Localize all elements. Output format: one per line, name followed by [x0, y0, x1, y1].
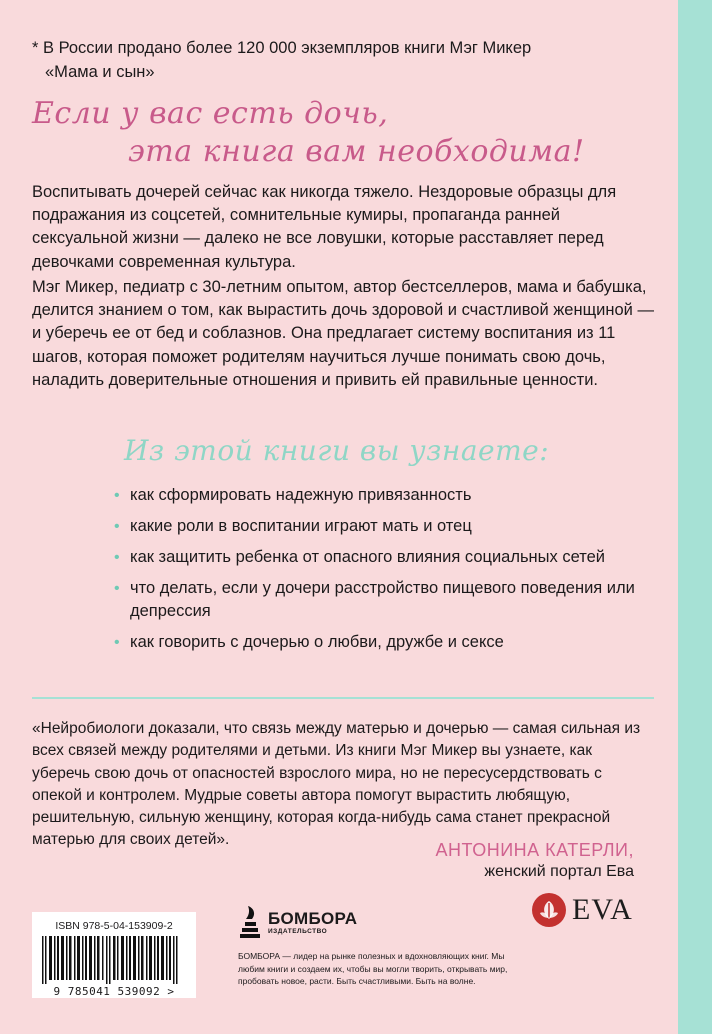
list-item-text: какие роли в воспитании играют мать и отец [130, 517, 472, 535]
list-item [112, 631, 652, 654]
bombora-wave-icon [238, 904, 262, 940]
bullet-dot-icon: • [114, 518, 120, 535]
tagline-line-2: эта книга вам необходима! [128, 134, 585, 169]
barcode-bars [40, 936, 188, 984]
footnote-line-1: * В России продано более 120 000 экземпляров книги Мэг Микер [32, 39, 532, 57]
list-item [112, 577, 652, 623]
bullet-dot-icon: • [114, 634, 120, 651]
footnote-line-2: «Мама и сын» [45, 63, 155, 81]
learn-heading: Из этой книги вы узнаете: [124, 434, 550, 467]
list-item-text: как защитить ребенка от опасного влияния социальных сетей [130, 548, 606, 566]
review-quote: «Нейробиологи доказали, что связь между матерью и дочерью — самая сильная из всех связей между родителями и детьми. Из книги Мэг Микер вы узнаете, как уберечь свою дочь от опасностей взрослого мира, но не пересусердствовать с опекой и контролем. Мудрые советы автора помогут вырастить любящую, решительную, сильную женщину, которая когда-нибудь сама станет прекрасной матерью для своих детей». [32, 720, 641, 849]
list-item [112, 484, 652, 507]
bullet-dot-icon: • [114, 549, 120, 566]
bullet-dot-icon: • [114, 580, 120, 597]
spine-edge [678, 0, 712, 1034]
list-item [112, 546, 652, 569]
list-item [112, 515, 652, 538]
isbn-barcode [32, 912, 196, 998]
eva-logo-text: EVA [572, 893, 633, 926]
barcode-digits: 9 785041 539092 > [53, 985, 175, 998]
publisher-name: БОМБОРА [268, 908, 358, 928]
eva-logo [532, 893, 633, 927]
sales-footnote [32, 36, 652, 84]
quote-author: АНТОНИНА КАТЕРЛИ, [435, 840, 634, 860]
tagline-line-1: Если у вас есть дочь, [32, 96, 389, 131]
section-divider [32, 697, 654, 699]
isbn-number: ISBN 978-5-04-153909-2 [55, 920, 173, 932]
list-item-text: как сформировать надежную привязанность [130, 486, 472, 504]
intro-paragraph-1: Воспитывать дочерей сейчас как никогда тяжело. Нездоровые образцы для подражания из соцсетей, сомнительные кумиры, пропаганда ранней сексуальной жизни — далеко не все ловушки, которые расставляет перед девочками современная культура. [32, 183, 617, 271]
quote-source: женский портал Ева [484, 863, 634, 880]
publisher-description: БОМБОРА — лидер на рынке полезных и вдохновляющих книг. Мы любим книги и создаем их, чтобы вы могли творить, открывать мир, пробовать новое, расти. Быть счастливыми. Быть на волне. [238, 951, 508, 986]
eva-leaf-icon [532, 893, 566, 927]
publisher-subtitle: ИЗДАТЕЛЬСТВО [268, 927, 328, 935]
publisher-logo [238, 904, 357, 940]
learn-list [112, 484, 652, 662]
intro-paragraph-2: Мэг Микер, педиатр с 30-летним опытом, автор бестселлеров, мама и бабушка, делится знанием о том, как вырастить дочь здоровой и счастливой женщиной — и уберечь ее от бед и соблазнов. Она предлагает систему воспитания из 11 шагов, которая поможет родителям научиться лучше понимать свою дочь, наладить доверительные отношения и привить ей правильные ценности. [32, 278, 654, 389]
list-item-text: как говорить с дочерью о любви, дружбе и сексе [130, 633, 504, 651]
bullet-dot-icon: • [114, 487, 120, 504]
list-item-text: что делать, если у дочери расстройство пищевого поведения или депрессия [130, 579, 635, 620]
